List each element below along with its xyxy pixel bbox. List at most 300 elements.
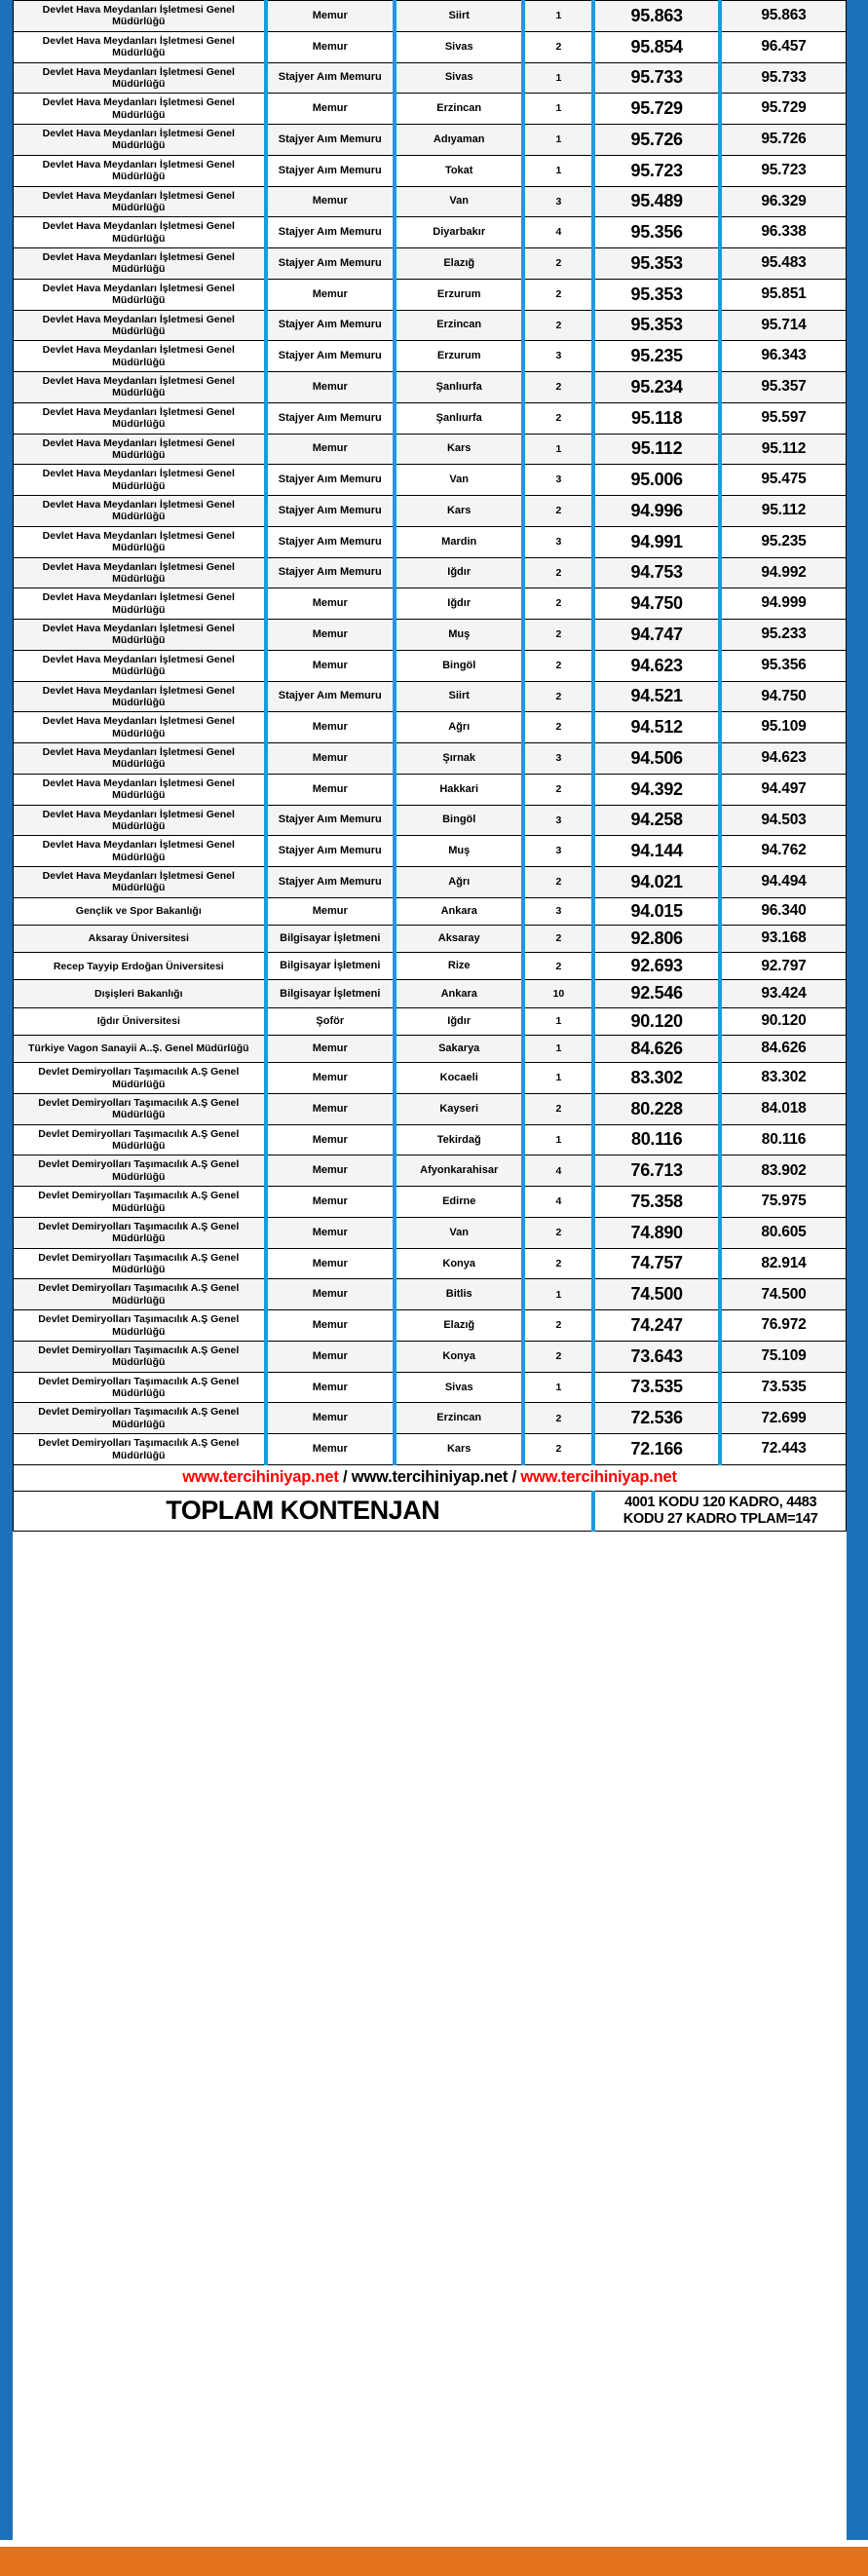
table-row xyxy=(14,557,847,588)
right-frame-bar xyxy=(847,0,868,2547)
cell-min-score: 94.506 xyxy=(593,743,720,775)
cell-city: Mardin xyxy=(395,526,523,557)
cell-max-score: 95.235 xyxy=(720,526,847,557)
cell-title: Memur xyxy=(266,94,395,125)
placement-scores-table xyxy=(13,0,847,1532)
cell-max-score: 94.494 xyxy=(720,867,847,898)
cell-min-score: 94.753 xyxy=(593,557,720,588)
cell-quota: 3 xyxy=(523,526,593,557)
cell-title: Memur xyxy=(266,1248,395,1279)
cell-quota: 3 xyxy=(523,465,593,496)
cell-max-score: 94.497 xyxy=(720,774,847,805)
cell-quota: 4 xyxy=(523,1155,593,1187)
cell-quota: 2 xyxy=(523,867,593,898)
cell-title: Stajyer Aım Memuru xyxy=(266,681,395,712)
cell-city: Aksaray xyxy=(395,925,523,952)
cell-min-score: 95.234 xyxy=(593,372,720,403)
cell-max-score: 92.797 xyxy=(720,953,847,980)
table-row xyxy=(14,372,847,403)
banner-separator-2: / xyxy=(508,1467,521,1486)
cell-city: Şanlıurfa xyxy=(395,402,523,434)
cell-min-score: 95.489 xyxy=(593,186,720,217)
cell-city: Tekirdağ xyxy=(395,1124,523,1155)
table-row xyxy=(14,1093,847,1124)
cell-max-score: 90.120 xyxy=(720,1007,847,1035)
cell-max-score: 72.699 xyxy=(720,1403,847,1434)
cell-quota: 2 xyxy=(523,496,593,527)
cell-organization: Devlet Hava Meydanları İşletmesi Genel Müdürlüğü xyxy=(14,805,266,836)
table-row xyxy=(14,1341,847,1372)
cell-max-score: 75.109 xyxy=(720,1341,847,1372)
cell-quota: 1 xyxy=(523,1279,593,1310)
table-row xyxy=(14,62,847,94)
table-row xyxy=(14,1217,847,1248)
table-row xyxy=(14,248,847,280)
cell-min-score: 95.733 xyxy=(593,62,720,94)
cell-organization: Devlet Hava Meydanları İşletmesi Genel Müdürlüğü xyxy=(14,217,266,248)
cell-city: Diyarbakır xyxy=(395,217,523,248)
cell-min-score: 95.235 xyxy=(593,341,720,372)
cell-quota: 1 xyxy=(523,1035,593,1062)
cell-organization: Devlet Hava Meydanları İşletmesi Genel Müdürlüğü xyxy=(14,465,266,496)
cell-max-score: 76.972 xyxy=(720,1310,847,1342)
cell-min-score: 95.729 xyxy=(593,94,720,125)
cell-quota: 2 xyxy=(523,372,593,403)
table-row xyxy=(14,341,847,372)
cell-title: Şoför xyxy=(266,1007,395,1035)
cell-max-score: 94.623 xyxy=(720,743,847,775)
website-banner-cell xyxy=(14,1464,847,1491)
cell-title: Memur xyxy=(266,1155,395,1187)
table-row xyxy=(14,465,847,496)
cell-city: Ağrı xyxy=(395,712,523,743)
cell-min-score: 72.536 xyxy=(593,1403,720,1434)
cell-organization: Devlet Hava Meydanları İşletmesi Genel Müdürlüğü xyxy=(14,310,266,341)
cell-title: Memur xyxy=(266,1,395,32)
cell-organization: Devlet Demiryolları Taşımacılık A.Ş Genel Müdürlüğü xyxy=(14,1093,266,1124)
total-quota-note-line1: 4001 KODU 120 KADRO, 4483 xyxy=(624,1494,817,1510)
cell-title: Stajyer Aım Memuru xyxy=(266,217,395,248)
bottom-orange-bar xyxy=(0,2547,868,2576)
cell-organization: Aksaray Üniversitesi xyxy=(14,925,266,952)
cell-title: Stajyer Aım Memuru xyxy=(266,248,395,280)
cell-city: Sakarya xyxy=(395,1035,523,1062)
cell-min-score: 80.228 xyxy=(593,1093,720,1124)
cell-title: Memur xyxy=(266,1187,395,1218)
cell-quota: 1 xyxy=(523,1372,593,1403)
cell-city: Şanlıurfa xyxy=(395,372,523,403)
banner-separator-1: / xyxy=(338,1467,352,1486)
cell-max-score: 94.503 xyxy=(720,805,847,836)
table-row xyxy=(14,1007,847,1035)
cell-max-score: 94.999 xyxy=(720,588,847,620)
cell-title: Stajyer Aım Memuru xyxy=(266,805,395,836)
cell-title: Stajyer Aım Memuru xyxy=(266,867,395,898)
cell-quota: 4 xyxy=(523,217,593,248)
cell-min-score: 73.643 xyxy=(593,1341,720,1372)
cell-min-score: 74.500 xyxy=(593,1279,720,1310)
cell-title: Stajyer Aım Memuru xyxy=(266,310,395,341)
cell-quota: 1 xyxy=(523,1063,593,1094)
cell-quota: 2 xyxy=(523,588,593,620)
cell-max-score: 94.992 xyxy=(720,557,847,588)
cell-max-score: 94.750 xyxy=(720,681,847,712)
total-quota-row xyxy=(14,1491,847,1531)
cell-organization: Devlet Hava Meydanları İşletmesi Genel Müdürlüğü xyxy=(14,836,266,867)
cell-city: Ankara xyxy=(395,897,523,925)
cell-title: Memur xyxy=(266,743,395,775)
table-row xyxy=(14,712,847,743)
cell-title: Memur xyxy=(266,31,395,62)
website-link-1[interactable]: www.tercihiniyap.net xyxy=(182,1467,339,1486)
cell-organization: Devlet Hava Meydanları İşletmesi Genel Müdürlüğü xyxy=(14,62,266,94)
cell-min-score: 90.120 xyxy=(593,1007,720,1035)
cell-organization: Devlet Hava Meydanları İşletmesi Genel Müdürlüğü xyxy=(14,1,266,32)
cell-max-score: 82.914 xyxy=(720,1248,847,1279)
cell-city: Elazığ xyxy=(395,248,523,280)
website-link-2[interactable]: www.tercihiniyap.net xyxy=(351,1467,509,1486)
cell-max-score: 95.733 xyxy=(720,62,847,94)
cell-min-score: 94.144 xyxy=(593,836,720,867)
cell-min-score: 94.996 xyxy=(593,496,720,527)
cell-quota: 3 xyxy=(523,743,593,775)
cell-city: Erzincan xyxy=(395,94,523,125)
cell-max-score: 95.726 xyxy=(720,125,847,156)
cell-quota: 2 xyxy=(523,620,593,651)
cell-max-score: 95.233 xyxy=(720,620,847,651)
cell-city: Şırnak xyxy=(395,743,523,775)
cell-quota: 1 xyxy=(523,1,593,32)
table-row xyxy=(14,31,847,62)
cell-quota: 1 xyxy=(523,434,593,465)
table-row xyxy=(14,836,847,867)
cell-max-score: 95.597 xyxy=(720,402,847,434)
table-row xyxy=(14,620,847,651)
cell-min-score: 74.247 xyxy=(593,1310,720,1342)
table-wrapper xyxy=(13,0,847,1532)
table-row xyxy=(14,867,847,898)
cell-city: Muş xyxy=(395,836,523,867)
cell-min-score: 74.757 xyxy=(593,1248,720,1279)
cell-min-score: 94.512 xyxy=(593,712,720,743)
cell-organization: Devlet Hava Meydanları İşletmesi Genel Müdürlüğü xyxy=(14,650,266,681)
cell-organization: Devlet Hava Meydanları İşletmesi Genel Müdürlüğü xyxy=(14,94,266,125)
cell-city: Siirt xyxy=(395,1,523,32)
cell-title: Memur xyxy=(266,372,395,403)
cell-organization: Devlet Hava Meydanları İşletmesi Genel Müdürlüğü xyxy=(14,341,266,372)
table-row xyxy=(14,279,847,310)
cell-city: Bingöl xyxy=(395,650,523,681)
cell-title: Memur xyxy=(266,588,395,620)
cell-organization: Devlet Hava Meydanları İşletmesi Genel Müdürlüğü xyxy=(14,743,266,775)
cell-organization: Dışişleri Bakanlığı xyxy=(14,980,266,1007)
table-row xyxy=(14,1155,847,1187)
cell-min-score: 95.353 xyxy=(593,248,720,280)
cell-title: Memur xyxy=(266,1035,395,1062)
cell-organization: Iğdır Üniversitesi xyxy=(14,1007,266,1035)
table-row xyxy=(14,155,847,186)
cell-organization: Devlet Demiryolları Taşımacılık A.Ş Genel Müdürlüğü xyxy=(14,1248,266,1279)
cell-organization: Devlet Demiryolları Taşımacılık A.Ş Genel Müdürlüğü xyxy=(14,1217,266,1248)
cell-organization: Devlet Hava Meydanları İşletmesi Genel Müdürlüğü xyxy=(14,125,266,156)
cell-city: Sivas xyxy=(395,31,523,62)
cell-quota: 10 xyxy=(523,980,593,1007)
cell-city: Afyonkarahisar xyxy=(395,1155,523,1187)
table-row xyxy=(14,588,847,620)
cell-max-score: 93.168 xyxy=(720,925,847,952)
cell-min-score: 74.890 xyxy=(593,1217,720,1248)
cell-city: Sivas xyxy=(395,1372,523,1403)
table-row xyxy=(14,434,847,465)
cell-city: Ağrı xyxy=(395,867,523,898)
cell-title: Memur xyxy=(266,1341,395,1372)
cell-title: Stajyer Aım Memuru xyxy=(266,465,395,496)
cell-quota: 4 xyxy=(523,1187,593,1218)
cell-organization: Devlet Hava Meydanları İşletmesi Genel Müdürlüğü xyxy=(14,496,266,527)
cell-title: Stajyer Aım Memuru xyxy=(266,155,395,186)
cell-organization: Devlet Hava Meydanları İşletmesi Genel Müdürlüğü xyxy=(14,620,266,651)
cell-city: Erzincan xyxy=(395,1403,523,1434)
cell-quota: 2 xyxy=(523,1403,593,1434)
cell-quota: 2 xyxy=(523,712,593,743)
cell-min-score: 94.258 xyxy=(593,805,720,836)
cell-city: Kars xyxy=(395,1434,523,1465)
cell-organization: Devlet Hava Meydanları İşletmesi Genel Müdürlüğü xyxy=(14,712,266,743)
cell-city: Rize xyxy=(395,953,523,980)
cell-organization: Devlet Demiryolları Taşımacılık A.Ş Genel Müdürlüğü xyxy=(14,1124,266,1155)
cell-min-score: 95.006 xyxy=(593,465,720,496)
cell-quota: 3 xyxy=(523,836,593,867)
table-row xyxy=(14,650,847,681)
table-footer xyxy=(14,1464,847,1531)
cell-quota: 2 xyxy=(523,557,593,588)
cell-organization: Devlet Hava Meydanları İşletmesi Genel Müdürlüğü xyxy=(14,681,266,712)
table-row xyxy=(14,94,847,125)
cell-max-score: 95.356 xyxy=(720,650,847,681)
cell-organization: Devlet Demiryolları Taşımacılık A.Ş Genel Müdürlüğü xyxy=(14,1341,266,1372)
cell-max-score: 95.483 xyxy=(720,248,847,280)
cell-city: Konya xyxy=(395,1248,523,1279)
table-row xyxy=(14,1063,847,1094)
cell-city: Tokat xyxy=(395,155,523,186)
cell-min-score: 72.166 xyxy=(593,1434,720,1465)
cell-max-score: 80.116 xyxy=(720,1124,847,1155)
cell-max-score: 93.424 xyxy=(720,980,847,1007)
cell-title: Bilgisayar İşletmeni xyxy=(266,925,395,952)
cell-quota: 2 xyxy=(523,1341,593,1372)
table-row xyxy=(14,1035,847,1062)
footer-gap xyxy=(0,2540,868,2547)
table-row xyxy=(14,897,847,925)
cell-city: Muş xyxy=(395,620,523,651)
cell-organization: Devlet Demiryolları Taşımacılık A.Ş Genel Müdürlüğü xyxy=(14,1403,266,1434)
cell-max-score: 95.863 xyxy=(720,1,847,32)
cell-max-score: 96.329 xyxy=(720,186,847,217)
cell-city: Erzurum xyxy=(395,341,523,372)
table-row xyxy=(14,496,847,527)
cell-quota: 2 xyxy=(523,248,593,280)
cell-quota: 2 xyxy=(523,1434,593,1465)
website-banner-row xyxy=(14,1464,847,1491)
cell-city: Iğdır xyxy=(395,588,523,620)
cell-city: Kars xyxy=(395,496,523,527)
cell-max-score: 95.109 xyxy=(720,712,847,743)
cell-max-score: 83.902 xyxy=(720,1155,847,1187)
cell-quota: 2 xyxy=(523,650,593,681)
cell-organization: Devlet Hava Meydanları İşletmesi Genel Müdürlüğü xyxy=(14,279,266,310)
cell-max-score: 84.018 xyxy=(720,1093,847,1124)
cell-min-score: 94.991 xyxy=(593,526,720,557)
cell-title: Bilgisayar İşletmeni xyxy=(266,980,395,1007)
cell-title: Memur xyxy=(266,1279,395,1310)
cell-organization: Devlet Hava Meydanları İşletmesi Genel Müdürlüğü xyxy=(14,31,266,62)
cell-city: Erzurum xyxy=(395,279,523,310)
cell-min-score: 94.392 xyxy=(593,774,720,805)
cell-organization: Devlet Hava Meydanları İşletmesi Genel Müdürlüğü xyxy=(14,867,266,898)
left-frame-bar xyxy=(0,0,13,2547)
cell-min-score: 95.353 xyxy=(593,310,720,341)
cell-min-score: 95.353 xyxy=(593,279,720,310)
cell-organization: Devlet Demiryolları Taşımacılık A.Ş Genel Müdürlüğü xyxy=(14,1155,266,1187)
table-row xyxy=(14,1279,847,1310)
cell-organization: Recep Tayyip Erdoğan Üniversitesi xyxy=(14,953,266,980)
cell-max-score: 74.500 xyxy=(720,1279,847,1310)
cell-title: Memur xyxy=(266,1310,395,1342)
cell-min-score: 94.015 xyxy=(593,897,720,925)
cell-title: Stajyer Aım Memuru xyxy=(266,526,395,557)
cell-min-score: 75.358 xyxy=(593,1187,720,1218)
cell-title: Memur xyxy=(266,620,395,651)
cell-quota: 2 xyxy=(523,1093,593,1124)
cell-title: Memur xyxy=(266,712,395,743)
cell-max-score: 95.729 xyxy=(720,94,847,125)
cell-title: Memur xyxy=(266,1372,395,1403)
cell-title: Memur xyxy=(266,1434,395,1465)
cell-title: Memur xyxy=(266,897,395,925)
cell-city: Van xyxy=(395,465,523,496)
cell-max-score: 73.535 xyxy=(720,1372,847,1403)
table-row xyxy=(14,402,847,434)
table-row xyxy=(14,980,847,1007)
cell-quota: 3 xyxy=(523,897,593,925)
total-quota-label: TOPLAM KONTENJAN xyxy=(14,1491,594,1531)
table-row xyxy=(14,1372,847,1403)
cell-organization: Devlet Hava Meydanları İşletmesi Genel Müdürlüğü xyxy=(14,155,266,186)
table-row xyxy=(14,186,847,217)
cell-max-score: 80.605 xyxy=(720,1217,847,1248)
cell-min-score: 94.747 xyxy=(593,620,720,651)
cell-organization: Devlet Hava Meydanları İşletmesi Genel Müdürlüğü xyxy=(14,186,266,217)
cell-title: Memur xyxy=(266,1124,395,1155)
table-row xyxy=(14,805,847,836)
cell-organization: Devlet Demiryolları Taşımacılık A.Ş Genel Müdürlüğü xyxy=(14,1434,266,1465)
cell-quota: 1 xyxy=(523,1124,593,1155)
cell-quota: 3 xyxy=(523,186,593,217)
cell-city: Sivas xyxy=(395,62,523,94)
cell-quota: 2 xyxy=(523,310,593,341)
website-banner-text xyxy=(182,1468,677,1486)
cell-max-score: 96.343 xyxy=(720,341,847,372)
cell-quota: 2 xyxy=(523,402,593,434)
cell-min-score: 92.806 xyxy=(593,925,720,952)
cell-quota: 1 xyxy=(523,1007,593,1035)
cell-title: Bilgisayar İşletmeni xyxy=(266,953,395,980)
cell-max-score: 95.475 xyxy=(720,465,847,496)
cell-quota: 2 xyxy=(523,31,593,62)
cell-min-score: 95.356 xyxy=(593,217,720,248)
cell-quota: 2 xyxy=(523,953,593,980)
cell-organization: Devlet Hava Meydanları İşletmesi Genel Müdürlüğü xyxy=(14,588,266,620)
cell-city: Elazığ xyxy=(395,1310,523,1342)
total-quota-note-line2: KODU 27 KADRO TPLAM=147 xyxy=(623,1510,818,1527)
table-row xyxy=(14,310,847,341)
cell-city: Kayseri xyxy=(395,1093,523,1124)
cell-min-score: 95.723 xyxy=(593,155,720,186)
table-row xyxy=(14,1124,847,1155)
cell-min-score: 94.750 xyxy=(593,588,720,620)
table-row xyxy=(14,1187,847,1218)
cell-quota: 1 xyxy=(523,125,593,156)
cell-max-score: 84.626 xyxy=(720,1035,847,1062)
cell-min-score: 92.546 xyxy=(593,980,720,1007)
cell-city: Iğdır xyxy=(395,1007,523,1035)
table-row xyxy=(14,1403,847,1434)
cell-title: Memur xyxy=(266,1063,395,1094)
cell-organization: Devlet Demiryolları Taşımacılık A.Ş Genel Müdürlüğü xyxy=(14,1063,266,1094)
table-row xyxy=(14,743,847,775)
cell-title: Memur xyxy=(266,650,395,681)
cell-max-score: 95.357 xyxy=(720,372,847,403)
cell-city: Van xyxy=(395,1217,523,1248)
cell-city: Konya xyxy=(395,1341,523,1372)
cell-quota: 1 xyxy=(523,94,593,125)
cell-min-score: 80.116 xyxy=(593,1124,720,1155)
table-row xyxy=(14,1248,847,1279)
table-row xyxy=(14,125,847,156)
cell-title: Memur xyxy=(266,186,395,217)
table-row xyxy=(14,1310,847,1342)
table-row xyxy=(14,774,847,805)
cell-city: Kocaeli xyxy=(395,1063,523,1094)
cell-city: Hakkari xyxy=(395,774,523,805)
table-row xyxy=(14,217,847,248)
cell-organization: Devlet Hava Meydanları İşletmesi Genel Müdürlüğü xyxy=(14,557,266,588)
cell-max-score: 75.975 xyxy=(720,1187,847,1218)
cell-city: Bingöl xyxy=(395,805,523,836)
cell-city: Edirne xyxy=(395,1187,523,1218)
cell-min-score: 94.521 xyxy=(593,681,720,712)
cell-organization: Devlet Hava Meydanları İşletmesi Genel Müdürlüğü xyxy=(14,402,266,434)
cell-organization: Devlet Demiryolları Taşımacılık A.Ş Genel Müdürlüğü xyxy=(14,1310,266,1342)
cell-quota: 2 xyxy=(523,774,593,805)
cell-quota: 2 xyxy=(523,925,593,952)
website-link-3[interactable]: www.tercihiniyap.net xyxy=(520,1467,677,1486)
table-row xyxy=(14,1,847,32)
cell-title: Stajyer Aım Memuru xyxy=(266,402,395,434)
table-row xyxy=(14,1434,847,1465)
cell-min-score: 84.626 xyxy=(593,1035,720,1062)
table-row xyxy=(14,526,847,557)
total-quota-note xyxy=(593,1491,846,1531)
cell-organization: Devlet Hava Meydanları İşletmesi Genel Müdürlüğü xyxy=(14,526,266,557)
cell-title: Stajyer Aım Memuru xyxy=(266,496,395,527)
cell-quota: 1 xyxy=(523,62,593,94)
cell-min-score: 94.021 xyxy=(593,867,720,898)
cell-title: Stajyer Aım Memuru xyxy=(266,341,395,372)
cell-max-score: 95.714 xyxy=(720,310,847,341)
cell-min-score: 95.863 xyxy=(593,1,720,32)
cell-city: Ankara xyxy=(395,980,523,1007)
